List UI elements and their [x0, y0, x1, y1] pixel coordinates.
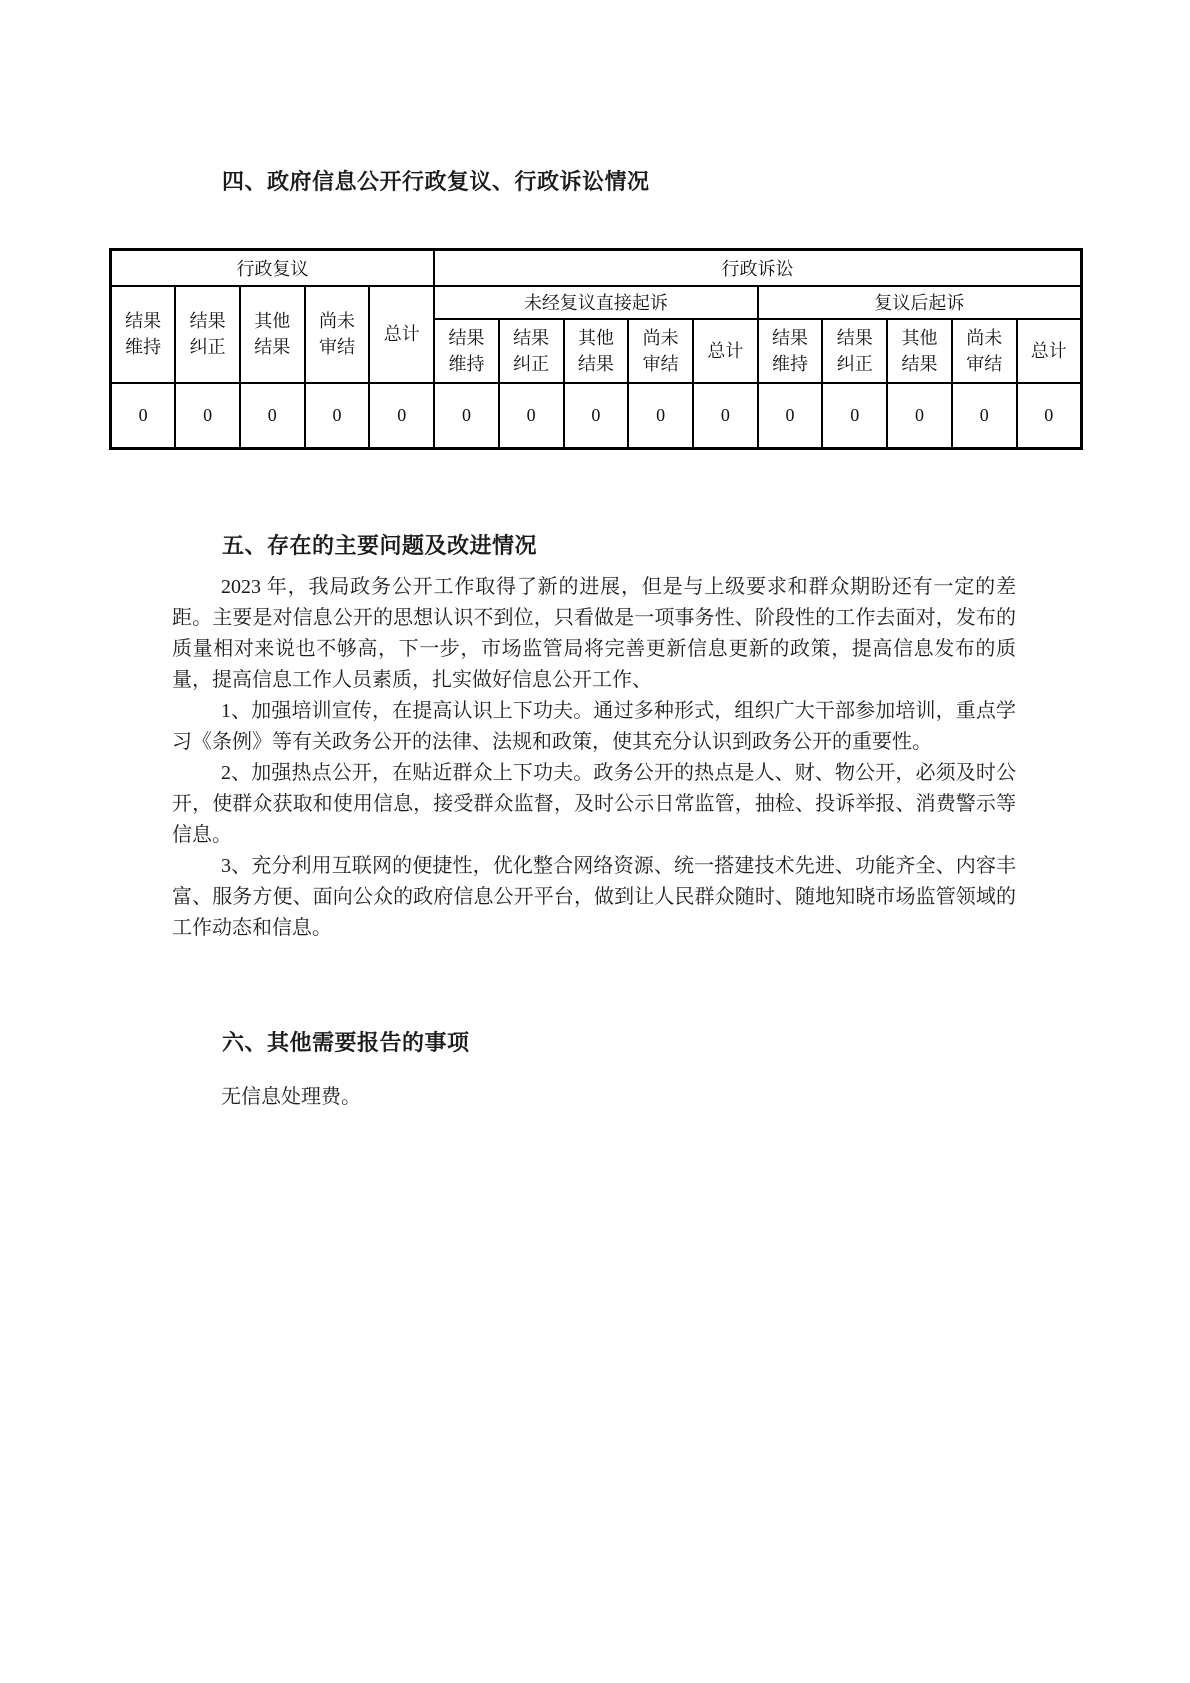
- group-header-admin-review: 行政复议: [111, 250, 435, 286]
- subgroup-header-direct-suit: 未经复议直接起诉: [434, 286, 758, 319]
- table-data-cell: 0: [564, 383, 629, 449]
- table-data-cell: 0: [369, 383, 434, 449]
- table-data-cell: 0: [305, 383, 370, 449]
- table-data-cell: 0: [693, 383, 758, 449]
- table-header-cell: 总计: [369, 286, 434, 383]
- table-header-cell: 结果 维持: [434, 319, 499, 383]
- table-header-cell: 总计: [693, 319, 758, 383]
- table-header-cell: 结果 纠正: [499, 319, 564, 383]
- table-data-cell: 0: [628, 383, 693, 449]
- paragraph: 1、加强培训宣传，在提高认识上下功夫。通过多种形式，组织广大干部参加培训，重点学习《条例》等有关政务公开的法律、法规和政策，使其充分认识到政务公开的重要性。: [172, 700, 1016, 753]
- table-header-cell: 其他 结果: [564, 319, 629, 383]
- table-header-cell: 结果 维持: [111, 286, 176, 383]
- admin-review-litigation-table: [109, 248, 1083, 450]
- table-header-cell: 其他 结果: [887, 319, 952, 383]
- section-5-heading: 五、存在的主要问题及改进情况: [222, 533, 538, 558]
- table-header-cell: 结果 纠正: [822, 319, 887, 383]
- section-6-body: 无信息处理费。: [221, 1086, 361, 1108]
- subgroup-header-suit-after-review: 复议后起诉: [758, 286, 1082, 319]
- table-data-cell: 0: [499, 383, 564, 449]
- table-header-cell: 其他 结果: [240, 286, 305, 383]
- table-header-cell: 结果 维持: [758, 319, 823, 383]
- table-data-cell: 0: [822, 383, 887, 449]
- group-header-admin-litigation: 行政诉讼: [434, 250, 1081, 286]
- table-header-cell: 尚未 审结: [628, 319, 693, 383]
- table-header-cell: 总计: [1017, 319, 1082, 383]
- table-header-cell: 结果 纠正: [175, 286, 240, 383]
- table-data-cell: 0: [1017, 383, 1082, 449]
- table-data-cell: 0: [952, 383, 1017, 449]
- section-6-heading: 六、其他需要报告的事项: [222, 1030, 470, 1055]
- section-5-body: [172, 572, 1016, 944]
- table-data-cell: 0: [175, 383, 240, 449]
- table-header-cell: 尚未 审结: [952, 319, 1017, 383]
- table-data-cell: 0: [111, 383, 176, 449]
- paragraph: 2023 年，我局政务公开工作取得了新的进展，但是与上级要求和群众期盼还有一定的差距。主要是对信息公开的思想认识不到位，只看做是一项事务性、阶段性的工作去面对，发布的质量相对来说也不够高，下一步，市场监管局将完善更新信息更新的政策，提高信息发布的质量，提高信息工作人员素质，扎实做好信息公开工作、: [172, 576, 1016, 691]
- table-data-cell: 0: [434, 383, 499, 449]
- table-data-cell: 0: [887, 383, 952, 449]
- table-data-cell: 0: [758, 383, 823, 449]
- section-4-heading: 四、政府信息公开行政复议、行政诉讼情况: [222, 169, 650, 194]
- paragraph: 3、充分利用互联网的便捷性，优化整合网络资源、统一搭建技术先进、功能齐全、内容丰富、服务方便、面向公众的政府信息公开平台，做到让人民群众随时、随地知晓市场监管领域的工作动态和信息。: [172, 855, 1016, 939]
- table-data-cell: 0: [240, 383, 305, 449]
- table-header-cell: 尚未 审结: [305, 286, 370, 383]
- paragraph: 2、加强热点公开，在贴近群众上下功夫。政务公开的热点是人、财、物公开，必须及时公开，使群众获取和使用信息，接受群众监督，及时公示日常监管，抽检、投诉举报、消费警示等信息。: [172, 762, 1016, 846]
